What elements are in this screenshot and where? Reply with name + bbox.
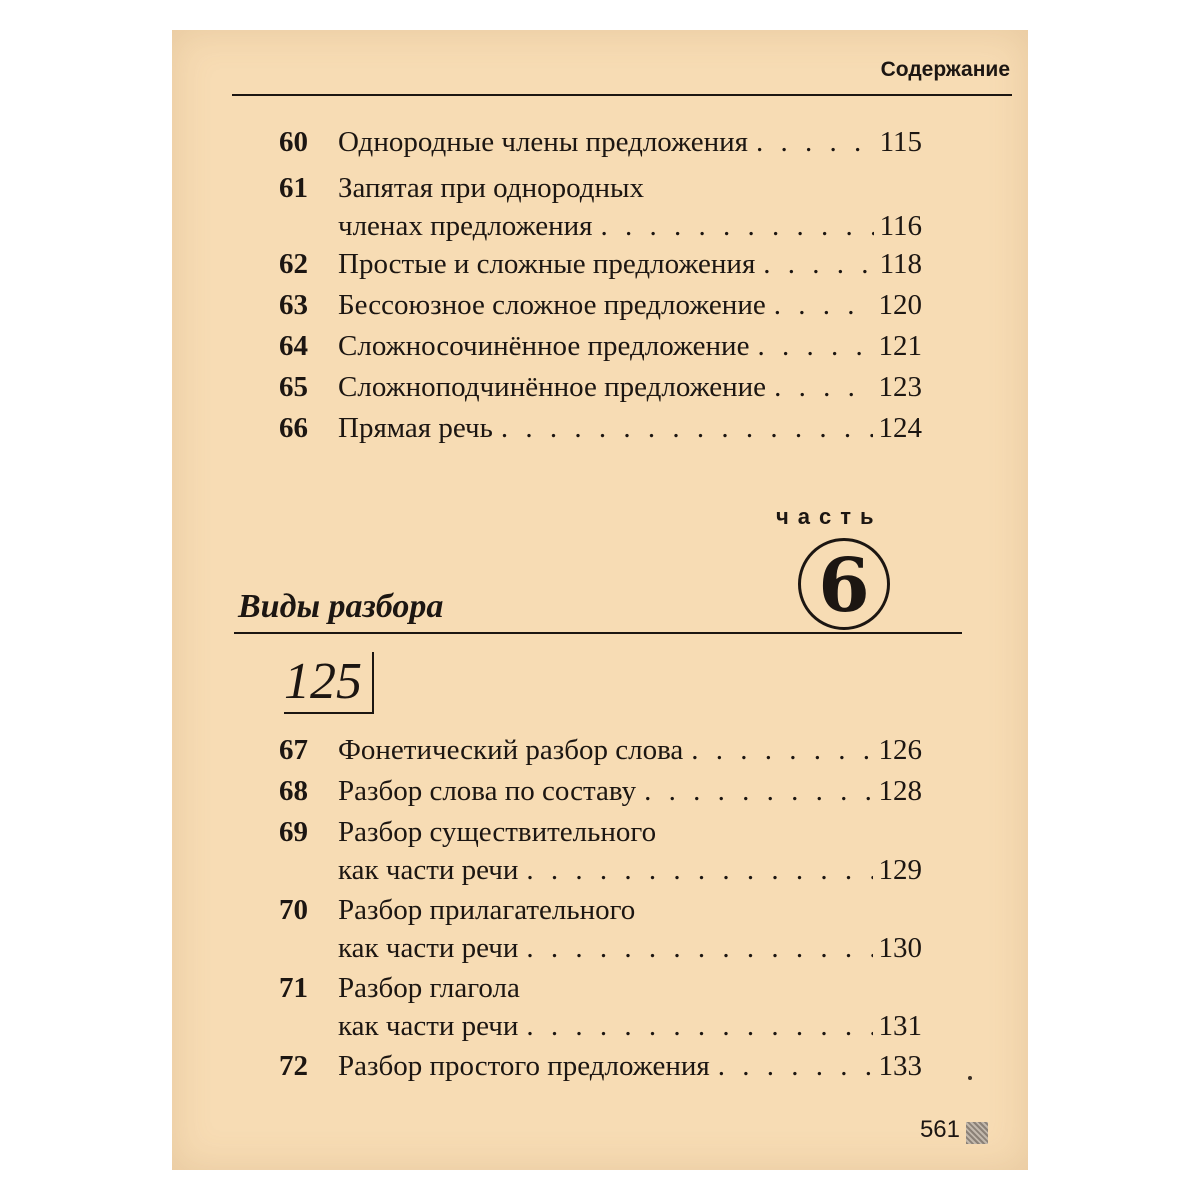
toc-entry xyxy=(262,1046,922,1084)
toc-entry-page: 123 xyxy=(878,371,922,403)
toc-entry xyxy=(262,367,922,405)
page-marker-square xyxy=(966,1122,988,1144)
toc-entry-title: Однородные члены предложения xyxy=(338,126,748,158)
toc-entry-title: Разбор простого предложения xyxy=(338,1050,710,1082)
dot-leader xyxy=(691,730,872,770)
toc-entry-title: как части речи xyxy=(338,1010,519,1042)
dot-leader xyxy=(526,850,872,890)
toc-entry-number: 72 xyxy=(279,1050,308,1082)
toc-entry-page: 120 xyxy=(878,289,922,321)
toc-entry-number: 61 xyxy=(279,172,308,204)
toc-entry xyxy=(262,326,922,364)
toc-entry-page: 128 xyxy=(878,775,922,807)
toc-entry-page: 118 xyxy=(879,248,922,280)
toc-entry-number: 70 xyxy=(279,894,308,926)
dot-leader xyxy=(718,1046,873,1086)
toc-entry-number: 67 xyxy=(279,734,308,766)
toc-entry xyxy=(262,408,922,446)
toc-entry-title: Сложноподчинённое предложение xyxy=(338,371,767,403)
part-label: часть xyxy=(776,504,883,529)
toc-entry xyxy=(262,285,922,323)
toc-entry xyxy=(262,968,922,1044)
toc-entry xyxy=(262,812,922,888)
dot-leader xyxy=(763,244,873,284)
dot-leader xyxy=(526,928,872,968)
toc-entry-title: Бессоюзное сложное предложение xyxy=(338,289,766,321)
section-header: Содержание xyxy=(880,58,1010,81)
toc-entry xyxy=(262,890,922,966)
toc-entry-title: Прямая речь xyxy=(338,412,493,444)
toc-entry-number: 60 xyxy=(279,126,308,158)
toc-entry-title: Запятая при однородных xyxy=(338,172,645,204)
toc-entry-page: 115 xyxy=(879,126,922,158)
toc-entry-page: 126 xyxy=(878,734,922,766)
toc-entry-title: как части речи xyxy=(338,854,519,886)
toc-entry-page: 131 xyxy=(878,1010,922,1042)
toc-entry-title: членах предложения xyxy=(338,210,593,242)
page-number: 561 xyxy=(919,1116,960,1143)
book-page xyxy=(172,30,1028,1170)
dot-leader xyxy=(526,1006,872,1046)
toc-entry-title: Разбор существительного xyxy=(338,816,657,848)
toc-entry xyxy=(262,244,922,282)
toc-entry-page: 130 xyxy=(878,932,922,964)
toc-entry-title: Фонетический разбор слова xyxy=(338,734,684,766)
toc-entry-page: 121 xyxy=(878,330,922,362)
part-rule xyxy=(234,632,962,634)
toc-entry-title: как части речи xyxy=(338,932,519,964)
dot-leader xyxy=(757,326,872,366)
dot-leader xyxy=(774,285,873,325)
header-rule xyxy=(232,94,1012,96)
toc-entry-number: 69 xyxy=(279,816,308,848)
toc-entry-title: Разбор прилагательного xyxy=(338,894,636,926)
toc-entry-page: 124 xyxy=(878,412,922,444)
toc-entry-title: Разбор слова по составу xyxy=(338,775,637,807)
toc-entry-page: 129 xyxy=(878,854,922,886)
toc-entry-title: Простые и сложные предложения xyxy=(338,248,756,280)
dot-leader xyxy=(601,206,874,246)
toc-entry-number: 65 xyxy=(279,371,308,403)
dot-leader xyxy=(501,408,873,448)
toc-entry-number: 66 xyxy=(279,412,308,444)
ink-speck xyxy=(968,1076,972,1080)
toc-entry-page: 133 xyxy=(878,1050,922,1082)
toc-entry-title: Разбор глагола xyxy=(338,972,520,1004)
toc-entry xyxy=(262,122,922,160)
dot-leader xyxy=(644,771,872,811)
part-start-page: 125 xyxy=(284,652,374,714)
toc-entry-page: 116 xyxy=(879,210,922,242)
part-title: Виды разбора xyxy=(238,588,444,625)
dot-leader xyxy=(774,367,872,407)
toc-entry-number: 68 xyxy=(279,775,308,807)
toc-entry xyxy=(262,730,922,768)
toc-entry xyxy=(262,771,922,809)
part-number-badge: 6 xyxy=(798,538,890,630)
toc-entry-number: 64 xyxy=(279,330,308,362)
toc-entry-number: 63 xyxy=(279,289,308,321)
toc-entry-title: Сложносочинённое предложение xyxy=(338,330,750,362)
toc-entry xyxy=(262,168,922,244)
toc-entry-number: 62 xyxy=(279,248,308,280)
toc-entry-number: 71 xyxy=(279,972,308,1004)
dot-leader xyxy=(756,122,874,162)
